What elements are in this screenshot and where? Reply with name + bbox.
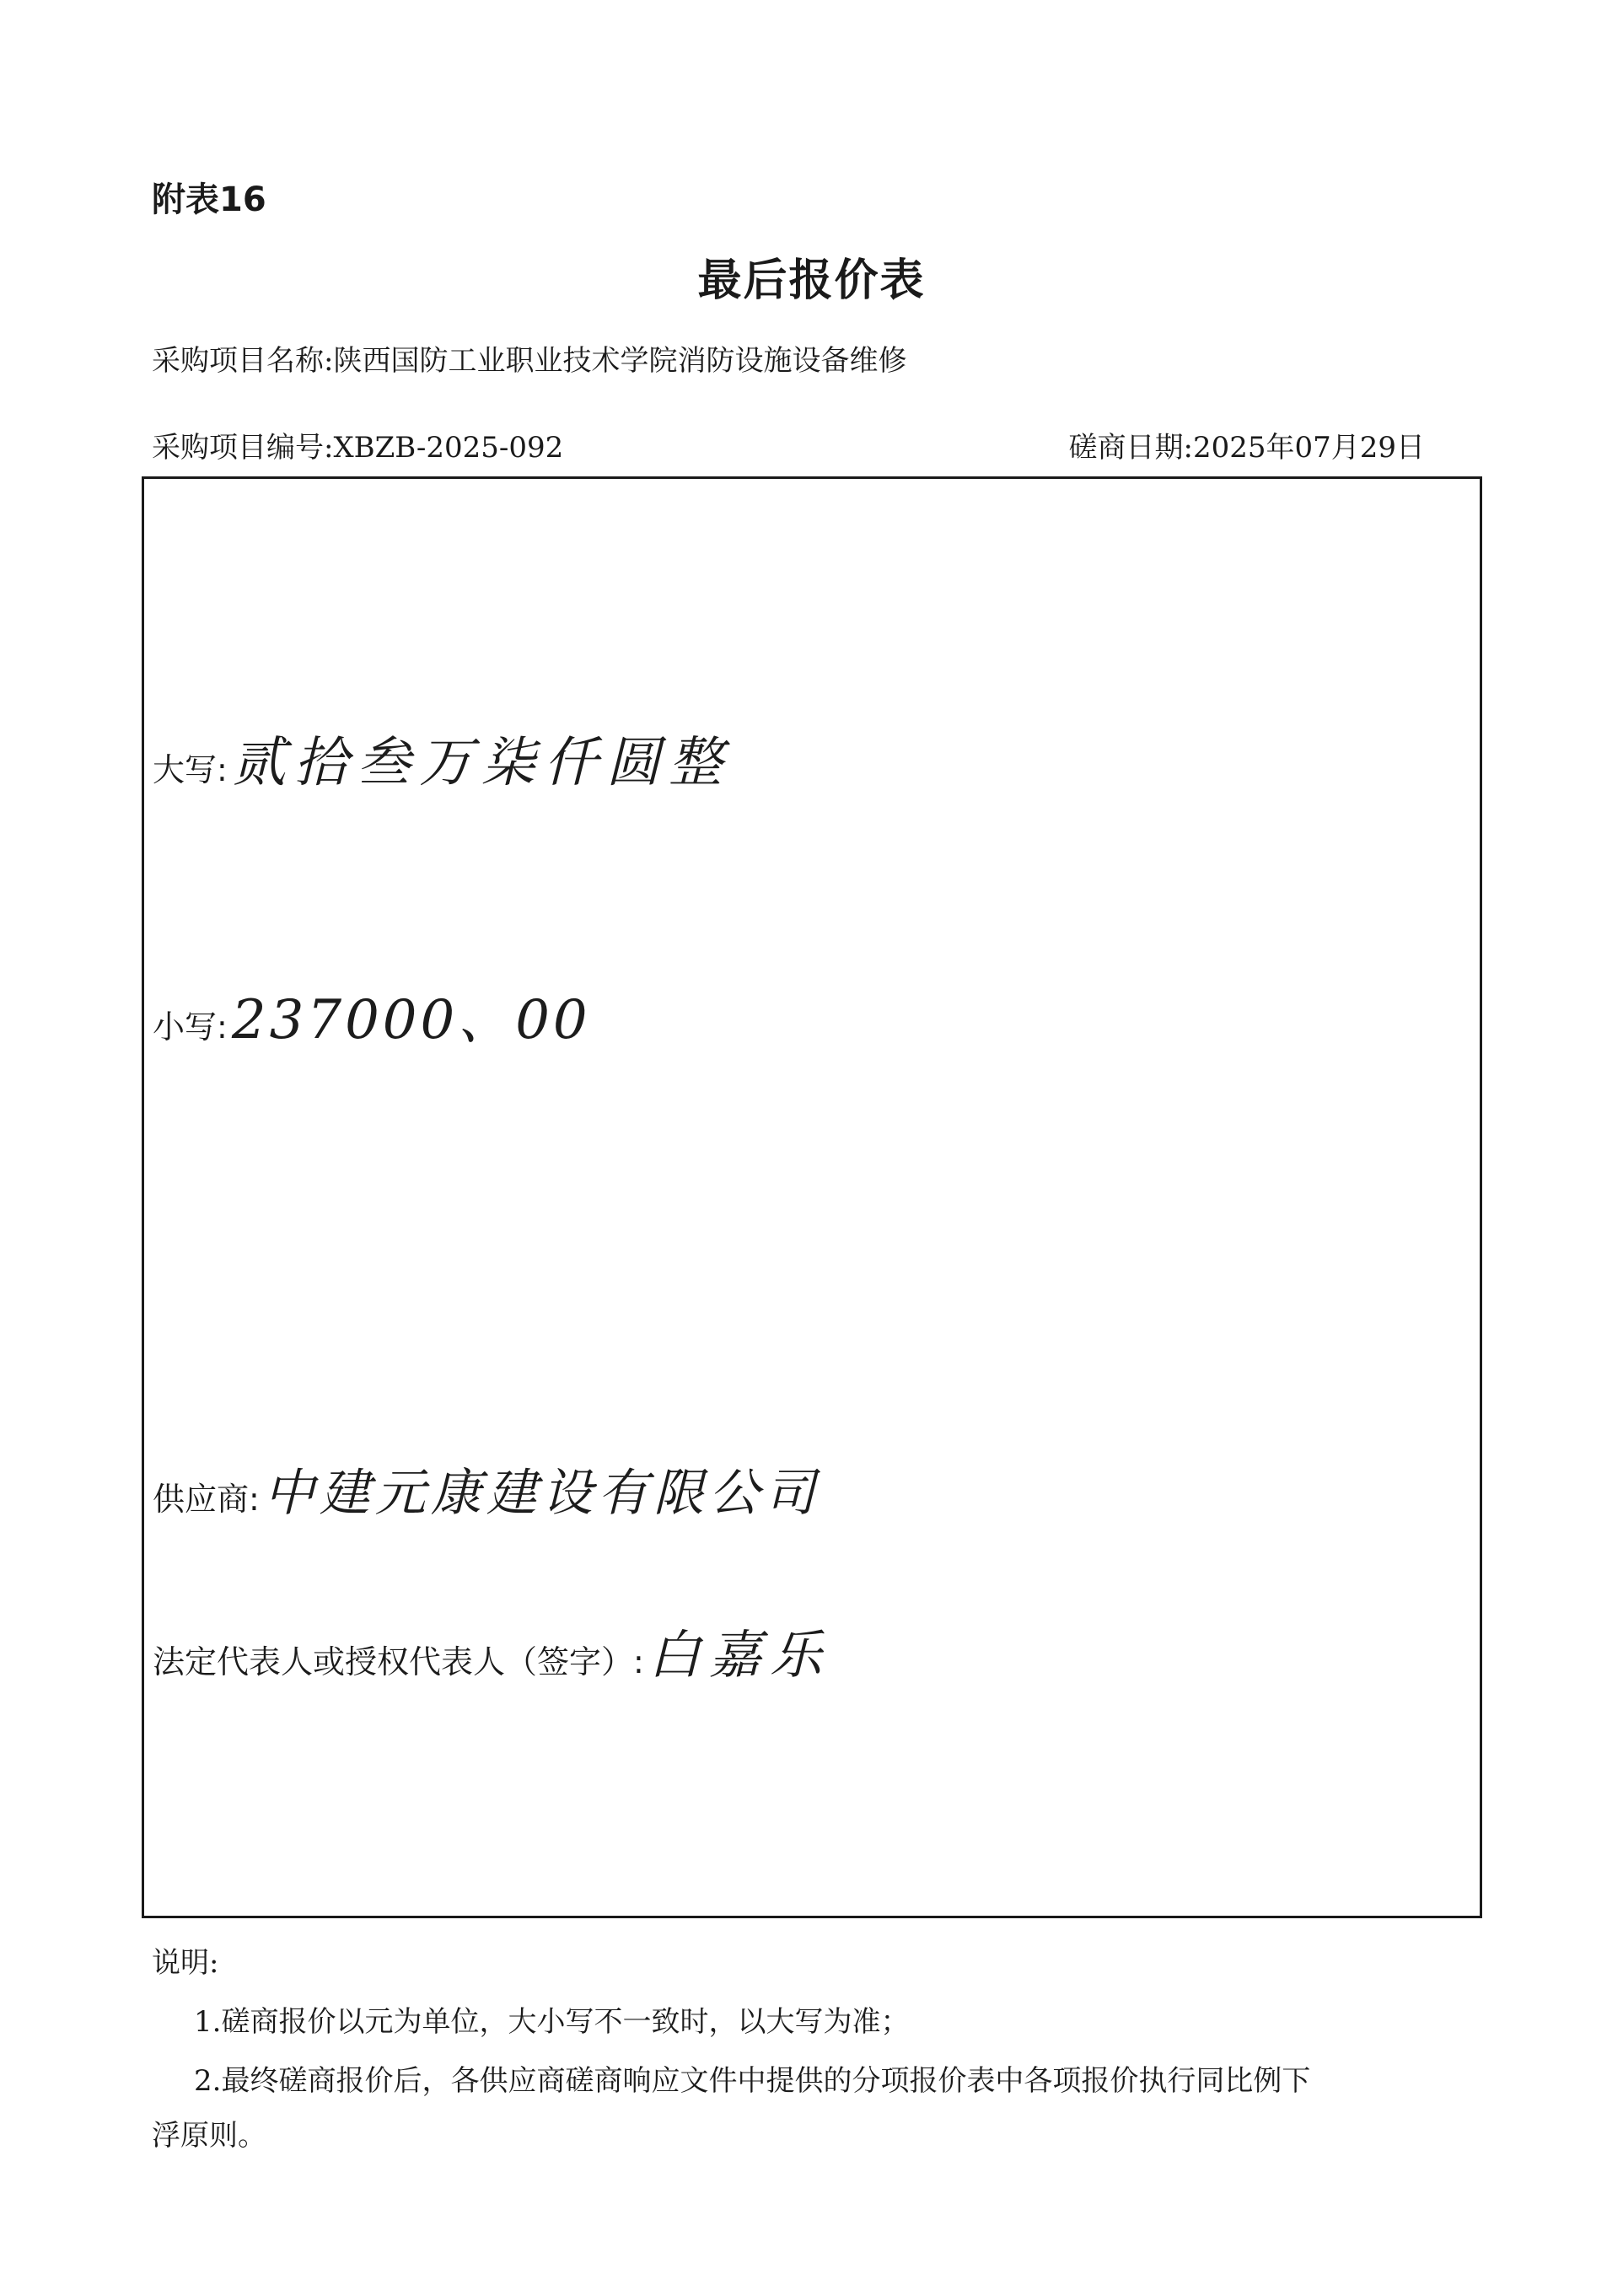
supplier-row	[153, 1453, 820, 1525]
lowercase-row	[153, 976, 591, 1054]
appendix-label: 附表16	[152, 180, 266, 219]
representative-row	[153, 1613, 830, 1688]
note-item-2: 2.最终磋商报价后，各供应商磋商响应文件中提供的分项报价表中各项报价执行同比例下	[194, 2064, 1311, 2098]
note-item-2-continued: 浮原则。	[152, 2119, 266, 2153]
page-title: 最后报价表	[697, 255, 926, 306]
negotiation-date-line	[1068, 424, 1425, 465]
negotiation-date-label: 磋商日期:	[1068, 431, 1193, 465]
supplier-label: 供应商:	[153, 1481, 260, 1518]
project-number-label: 采购项目编号:	[152, 431, 334, 465]
lowercase-amount-handwritten: 237000、00	[231, 989, 591, 1051]
project-name-line	[152, 337, 906, 379]
uppercase-row	[153, 719, 731, 797]
representative-label: 法定代表人或授权代表人（签字）:	[153, 1643, 644, 1680]
uppercase-amount-handwritten: 贰拾叁万柒仟圆整	[231, 732, 731, 794]
negotiation-date: 2025年07月29日	[1192, 431, 1425, 465]
supplier-handwritten: 中建元康建设有限公司	[263, 1464, 820, 1523]
quote-box	[142, 476, 1482, 1918]
project-number-line	[152, 424, 563, 465]
representative-signature: 白嘉乐	[648, 1624, 830, 1686]
note-item-1: 1.磋商报价以元为单位，大小写不一致时，以大写为准；	[194, 2005, 910, 2039]
project-name: 陕西国防工业职业技术学院消防设施设备维修	[333, 344, 907, 378]
project-number: XBZB-2025-092	[333, 431, 564, 465]
uppercase-label: 大写:	[153, 751, 228, 788]
lowercase-label: 小写:	[153, 1008, 228, 1046]
project-name-label: 采购项目名称:	[152, 344, 334, 378]
notes-title: 说明:	[152, 1946, 219, 1980]
